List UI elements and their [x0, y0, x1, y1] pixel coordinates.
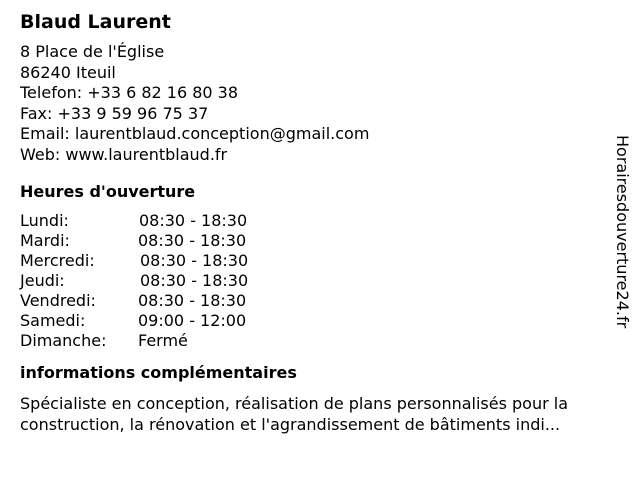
website-link[interactable]: Web: www.laurentblaud.fr [20, 144, 228, 164]
hours-table [20, 211, 620, 351]
time-value: 09:00 - 12:00 [138, 311, 247, 330]
business-name: Blaud Laurent [20, 11, 171, 33]
address-street: 8 Place de l'Église [20, 42, 165, 61]
hours-heading: Heures d'ouverture [20, 182, 196, 201]
business-card [20, 10, 620, 435]
hours-row-tuesday [20, 231, 620, 251]
time-value: 08:30 - 18:30 [140, 271, 249, 290]
day-label: Mardi: [20, 231, 70, 250]
day-label: Samedi: [20, 311, 86, 330]
phone-number[interactable]: Telefon: +33 6 82 16 80 38 [20, 83, 239, 102]
hours-row-wednesday [20, 251, 620, 271]
time-value: 08:30 - 18:30 [140, 251, 249, 270]
watermark-label: Horairesdouverture24.fr [613, 135, 632, 329]
hours-row-friday [20, 291, 620, 311]
hours-row-saturday [20, 311, 620, 331]
info-heading: informations complémentaires [20, 363, 297, 382]
fax-number: Fax: +33 9 59 96 75 37 [20, 103, 209, 123]
day-label: Jeudi: [20, 271, 65, 290]
time-value: 08:30 - 18:30 [138, 231, 247, 250]
address-city: 86240 Iteuil [20, 62, 116, 82]
hours-row-monday [20, 211, 620, 231]
info-description: Spécialiste en conception, réalisation de plans personnalisés pour la construction, la rénovation et l'agrandissement de bâtiments indi... [20, 394, 569, 434]
day-label: Mercredi: [20, 251, 95, 270]
time-value: 08:30 - 18:30 [138, 291, 247, 310]
time-value: Fermé [138, 331, 188, 350]
hours-row-thursday [20, 271, 620, 291]
day-label: Vendredi: [20, 291, 96, 310]
email-address[interactable]: Email: laurentblaud.conception@gmail.com [20, 124, 370, 143]
time-value: 08:30 - 18:30 [139, 211, 248, 230]
hours-row-sunday [20, 331, 620, 351]
day-label: Lundi: [20, 211, 69, 230]
day-label: Dimanche: [20, 331, 107, 350]
